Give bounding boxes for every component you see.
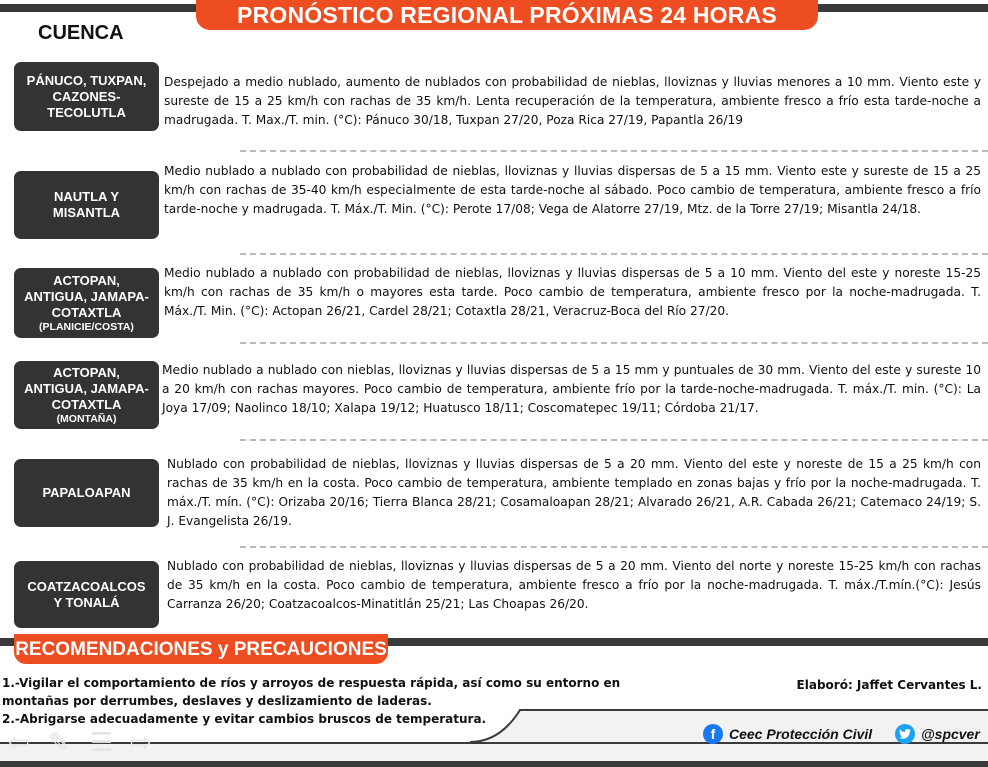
- region-label-actopan-planicie: [14, 268, 159, 338]
- section-heading-cuenca: CUENCA: [38, 22, 124, 44]
- facebook-icon: f: [703, 724, 723, 744]
- page-title: PRONÓSTICO REGIONAL PRÓXIMAS 24 HORAS: [196, 0, 818, 30]
- region-name-line: ACTOPAN,: [53, 364, 120, 380]
- section-divider: [240, 546, 988, 548]
- facebook-link[interactable]: [703, 723, 872, 745]
- section-divider: [240, 253, 988, 255]
- forecast-papaloapan: Nublado con probabilidad de nieblas, lloviznas y lluvias dispersas de 5 a 20 mm. Viento del este y noreste de 15 a 25 km/h con rachas de 35 km/h en la costa. Poco cambio de temperatura, ambiente templado en zonas bajas y frío por la noche-madrugada. T. máx./T. mín. (°C): Orizaba 20/16; Tierra Blanca 28/21; Cosamaloapan 28/21; Alvarado 26/21, A.R. Cabada 26/21; Catemaco 24/19; S. J. Evangelista 26/19.: [167, 457, 981, 528]
- recommendations-title: RECOMENDACIONES y PRECAUCIONES: [14, 634, 388, 664]
- region-label-panuco: [14, 62, 159, 131]
- region-name-line: MISANTLA: [52, 205, 121, 220]
- region-subtitle: (MONTAÑA): [56, 412, 117, 425]
- recommendation-item: 2.-Abrigarse adecuadamente y evitar cambios bruscos de temperatura.: [2, 712, 487, 726]
- section-divider: [240, 439, 988, 441]
- author-credit: Elaboró: Jaffet Cervantes L.: [796, 678, 982, 692]
- section-divider: [240, 150, 988, 152]
- section-divider: [240, 342, 988, 344]
- region-name-line: CAZONES-: [52, 88, 121, 104]
- region-name-line: PÁNUCO, TUXPAN,: [26, 72, 147, 88]
- arrow-right-icon: ⇨: [130, 728, 152, 758]
- region-name-line: ACTOPAN,: [53, 272, 120, 288]
- region-subtitle: (PLANICIE/COSTA): [39, 320, 134, 333]
- region-name-line: ANTIGUA, JAMAPA-: [24, 380, 149, 396]
- recommendation-item: 1.-Vigilar el comportamiento de ríos y arroyos de respuesta rápida, así como su entorno en montañas por derrumbes, deslaves y deslizamiento de laderas.: [2, 676, 621, 708]
- region-name-line: ANTIGUA, JAMAPA-: [24, 288, 149, 304]
- menu-icon: ☰: [90, 728, 114, 758]
- region-name-line: COTAXTLA: [51, 304, 122, 320]
- region-label-coatzacoalcos: [14, 561, 159, 628]
- twitter-label: @spcver: [921, 726, 980, 742]
- region-name-line: COTAXTLA: [51, 396, 122, 412]
- region-name-line: TECOLUTLA: [47, 104, 126, 120]
- pencil-icon: ✎: [48, 728, 70, 758]
- region-name-line: COATZACOALCOS: [27, 578, 146, 594]
- region-name-line: NAUTLA Y: [54, 189, 119, 204]
- forecast-actopan-planicie: Medio nublado a nublado con probabilidad de nieblas, lloviznas y lluvias dispersas de 5 a 10 mm. Viento del este y noreste 15-25 km/h con rachas de 35 km/h o mayores esta tarde. Poco cambio de temperatura, ambiente fresco por la noche-madrugada. T. Máx./T. Min. (°C): Actopan 26/21, Cardel 28/21; Cotaxtla 28/21, Veracruz-Boca del Río 27/20.: [164, 266, 981, 318]
- forecast-coatzacoalcos: Nublado con probabilidad de nieblas, lloviznas y lluvias dispersas de 5 a 20 mm. Viento del norte y noreste 15-25 km/h con rachas de 35 km/h en la costa. Poco cambio de temperatura, ambiente fresco a frío por la noche-madrugada. T. máx./T.mín.(°C): Jesús Carranza 26/20; Coatzacoalcos-Minatitlán 25/21; Las Choapas 26/20.: [167, 559, 981, 611]
- twitter-icon: [895, 724, 915, 744]
- region-name-line: Y TONALÁ: [53, 594, 120, 610]
- facebook-label: Ceec Protección Civil: [729, 726, 873, 742]
- twitter-link[interactable]: [895, 723, 980, 745]
- forecast-panuco: Despejado a medio nublado, aumento de nublados con probabilidad de nieblas, lloviznas y lluvias menores a 10 mm. Viento este y sureste de 15 a 25 km/h con rachas de 35 km/h. Lenta recuperación de la temperatura, ambiente fresco a frío esta tarde-noche a madrugada. T. Max./T. min. (°C): Pánuco 30/18, Tuxpan 27/20, Poza Rica 27/19, Papantla 26/19: [164, 75, 981, 127]
- forecast-nautla: Medio nublado a nublado con probabilidad de nieblas, lloviznas y lluvias dispersas de 5 a 15 mm. Viento este y sureste de 15 a 25 km/h con rachas de 35-40 km/h especialmente de esta tarde-noche al sábado. Poco cambio de temperatura, ambiente fresco a frío tarde-noche y madrugada. T. Máx./T. Min. (°C): Perote 17/08; Vega de Alatorre 27/19, Mtz. de la Torre 27/19; Misantla 24/18.: [164, 164, 981, 216]
- region-label-papaloapan: [14, 459, 159, 527]
- arrow-left-icon: ⇦: [8, 728, 30, 758]
- region-label-nautla: [14, 171, 159, 239]
- forecast-actopan-montana: Medio nublado a nublado con nieblas, lloviznas y lluvias dispersas de 5 a 15 mm y puntuales de 30 mm. Viento del este y sureste 10 a 20 km/h con rachas mayores. Poco cambio de temperatura, ambiente frío por la tarde-noche-madrugada. T. máx./T. min. (°C): La Joya 17/09; Naolinco 18/10; Xalapa 19/12; Huatusco 18/11; Coscomatepec 19/11; Córdoba 21/17.: [162, 363, 981, 415]
- region-name-line: PAPALOAPAN: [42, 485, 131, 500]
- region-label-actopan-montana: [14, 361, 159, 429]
